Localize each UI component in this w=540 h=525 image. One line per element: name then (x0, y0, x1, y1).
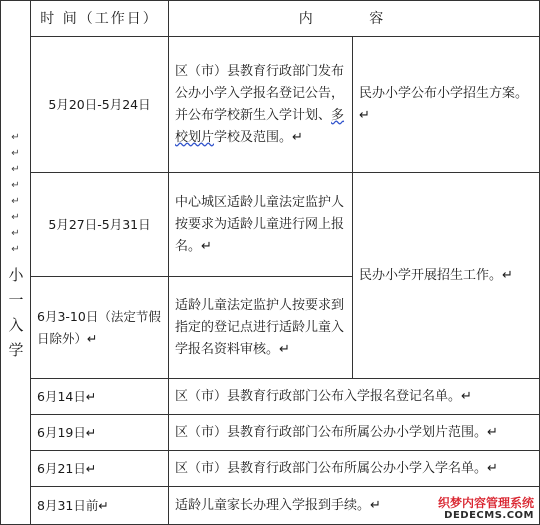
side-label-cell (1, 1, 31, 525)
paragraph-mark: ↵ (11, 244, 20, 255)
row-private-content: 民办小学开展招生工作。↵ (353, 173, 540, 379)
row-public-content: 区（市）县教育行政部门公布所属公办小学入学名单。↵ (169, 451, 540, 487)
table-row (1, 173, 540, 277)
paragraph-mark: ↵ (11, 228, 20, 239)
table-row (1, 415, 540, 451)
row-time: 6月14日↵ (31, 379, 169, 415)
row-public-content: 适龄儿童家长办理入学报到手续。↵ (169, 487, 540, 525)
watermark-logo (438, 496, 534, 522)
row-private-content: 民办小学公布小学招生方案。↵ (353, 37, 540, 173)
row-public-text-tail: 学校及范围。↵ (214, 129, 303, 145)
row-time: 6月21日↵ (31, 451, 169, 487)
header-content: 内 容 (169, 1, 540, 37)
table-header-row (1, 1, 540, 37)
side-label: 小一入学 (6, 267, 25, 367)
paragraph-mark: ↵ (11, 164, 20, 175)
row-time: 5月27日-5月31日 (31, 173, 169, 277)
row-public-content: 区（市）县教育行政部门公布入学报名登记名单。↵ (169, 379, 540, 415)
paragraph-mark: ↵ (11, 212, 20, 223)
table-row (1, 451, 540, 487)
paragraph-mark: ↵ (11, 196, 20, 207)
row-time: 8月31日前↵ (31, 487, 169, 525)
row-public-content: 区（市）县教育行政部门公布所属公办小学划片范围。↵ (169, 415, 540, 451)
table-row (1, 379, 540, 415)
row-public-content: 适龄儿童法定监护人按要求到指定的登记点进行适龄儿童入学报名资料审核。↵ (169, 277, 353, 379)
row-public-content (169, 37, 353, 173)
row-public-content: 中心城区适龄儿童法定监护人按要求为适龄儿童进行网上报名。↵ (169, 173, 353, 277)
paragraph-mark: ↵ (11, 148, 20, 159)
row-public-text: 区（市）县教育行政部门发布公办小学入学报名登记公告，并公布学校新生入学计划、 (175, 63, 345, 123)
watermark-cn: 织梦内容管理系统 (437, 496, 534, 510)
row-public-underlined-text: 多校划片 (175, 107, 345, 145)
watermark-en: DEDECMS.COM (444, 510, 534, 521)
row-time: 6月3-10日（法定节假日除外）↵ (31, 277, 169, 379)
paragraph-marks (11, 1, 19, 257)
row-time: 5月20日-5月24日 (31, 37, 169, 173)
paragraph-mark: ↵ (11, 132, 20, 143)
paragraph-mark: ↵ (11, 180, 20, 191)
table-row (1, 37, 540, 173)
row-time: 6月19日↵ (31, 415, 169, 451)
header-time: 时 间（工作日） (31, 1, 169, 37)
